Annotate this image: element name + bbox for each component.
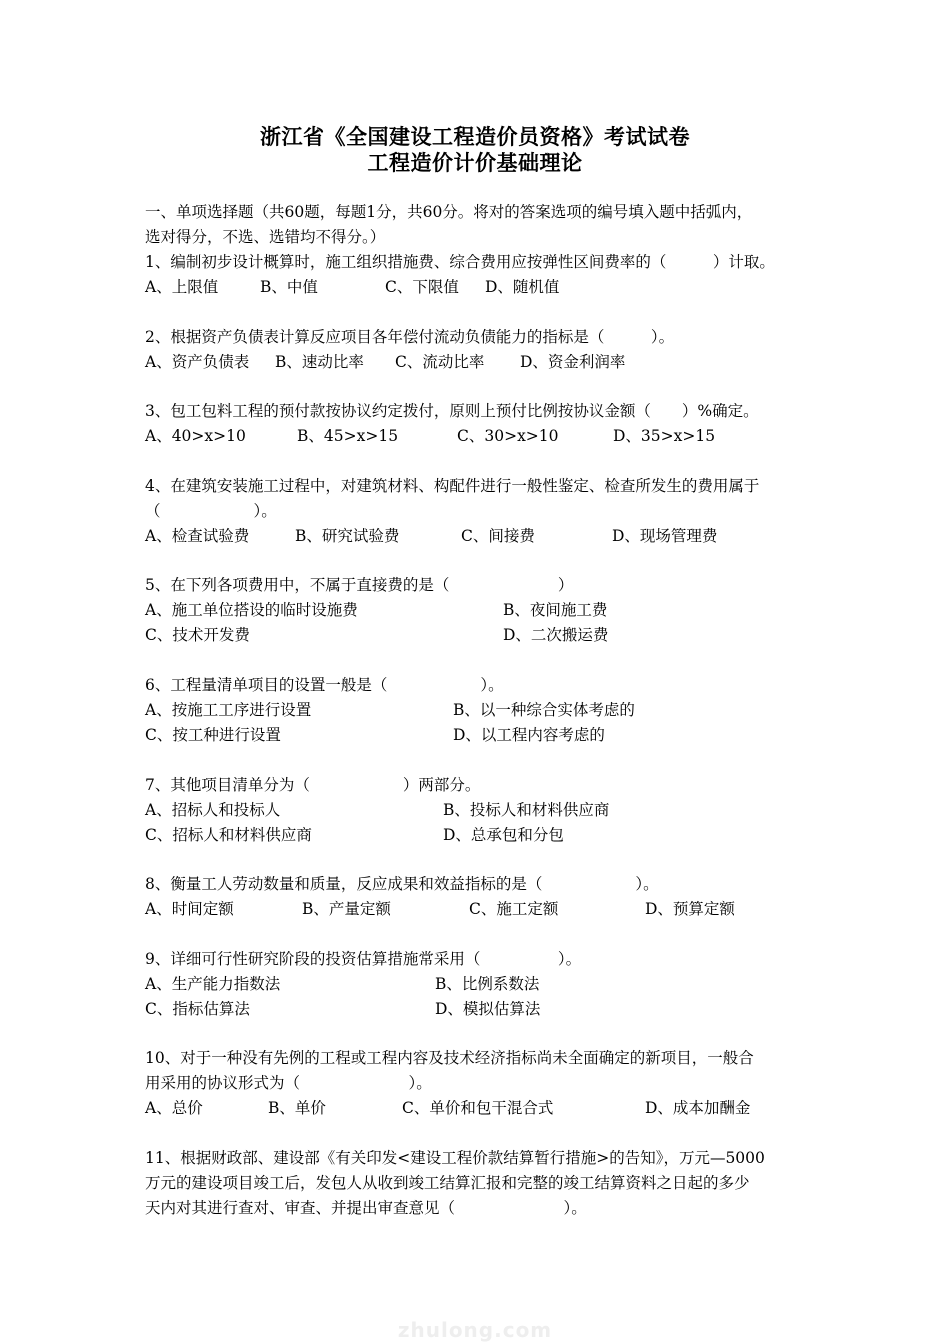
answer-option: B、夜间施工费	[503, 601, 608, 620]
exam-title: 浙江省《全国建设工程造价员资格》考试试卷	[260, 124, 690, 149]
answer-option: B、速动比率	[275, 352, 364, 371]
answer-option: C、间接费	[461, 526, 535, 545]
question-text: 天内对其进行查对、审查、并提出审查意见（ ）。	[145, 1198, 587, 1217]
question	[145, 399, 825, 449]
question-text: 5、在下列各项费用中，不属于直接费的是（ ）	[145, 576, 574, 595]
answer-option: C、单价和包干混合式	[402, 1099, 554, 1118]
answer-options	[145, 623, 825, 648]
answer-option: B、中值	[260, 278, 318, 296]
question	[145, 474, 825, 549]
question	[145, 250, 825, 300]
question	[145, 673, 825, 748]
answer-option: B、以一种综合实体考虑的	[453, 700, 635, 719]
question-spacer	[145, 449, 825, 474]
answer-options	[145, 698, 825, 723]
answer-options	[145, 997, 825, 1022]
question-text: （ ）。	[145, 501, 277, 520]
question-text: 6、工程量清单项目的设置一般是（ ）。	[145, 675, 504, 694]
answer-option: B、单价	[268, 1099, 326, 1118]
question-text: 7、其他项目清单分为（ ）两部分。	[145, 775, 481, 794]
answer-option: C、按工种进行设置	[145, 725, 281, 744]
answer-option: C、招标人和材料供应商	[145, 825, 312, 844]
answer-option: C、30>x>10	[457, 427, 559, 446]
answer-options	[145, 1096, 825, 1121]
answer-options	[145, 275, 825, 300]
question-text: 10、对于一种没有先例的工程或工程内容及技术经济指标尚未全面确定的新项目，一般合	[145, 1049, 754, 1068]
answer-option: A、检查试验费	[145, 526, 250, 545]
question-text: 4、在建筑安装施工过程中，对建筑材料、构配件进行一般性鉴定、检查所发生的费用属于	[145, 476, 760, 495]
answer-options	[145, 350, 825, 375]
answer-option: C、下限值	[385, 278, 459, 296]
section-instructions-line-2: 选对得分，不选、选错均不得分。）	[145, 228, 386, 246]
answer-option: A、时间定额	[145, 900, 234, 919]
question	[145, 1146, 825, 1221]
answer-option: A、40>x>10	[145, 427, 246, 446]
question-text: 11、根据财政部、建设部《有关印发<建设工程价款结算暂行措施>的告知》，万元—5000	[145, 1148, 765, 1167]
answer-option: B、投标人和材料供应商	[443, 800, 610, 819]
question-spacer	[145, 848, 825, 873]
answer-option: C、技术开发费	[145, 626, 250, 645]
answer-option: D、随机值	[485, 278, 560, 296]
answer-option: C、指标估算法	[145, 999, 250, 1018]
answer-options	[145, 598, 825, 623]
question-spacer	[145, 648, 825, 673]
answer-option: D、以工程内容考虑的	[453, 725, 605, 744]
answer-option: D、总承包和分包	[443, 825, 564, 844]
question-text: 8、衡量工人劳动数量和质量，反应成果和效益指标的是（ ）。	[145, 875, 659, 894]
answer-option: A、施工单位搭设的临时设施费	[145, 601, 358, 620]
answer-option: D、35>x>15	[613, 427, 716, 446]
watermark: zhulong.com	[397, 1318, 553, 1342]
answer-option: C、施工定额	[469, 900, 559, 919]
question-spacer	[145, 1022, 825, 1047]
answer-option: D、预算定额	[645, 900, 735, 919]
answer-options	[145, 897, 825, 922]
question-text: 万元的建设项目竣工后，发包人从收到竣工结算汇报和完整的竣工结算资料之日起的多少	[145, 1173, 750, 1192]
question-spacer	[145, 748, 825, 773]
answer-options	[145, 972, 825, 997]
question	[145, 872, 825, 922]
answer-option: D、成本加酬金	[645, 1099, 751, 1118]
question	[145, 1046, 825, 1121]
question-spacer	[145, 549, 825, 574]
question-spacer	[145, 375, 825, 400]
answer-option: B、比例系数法	[435, 974, 540, 993]
question-spacer	[145, 300, 825, 325]
answer-option: D、资金利润率	[520, 352, 626, 371]
answer-option: D、二次搬运费	[503, 626, 609, 645]
answer-option: A、按施工工序进行设置	[145, 700, 312, 719]
exam-subtitle: 工程造价计价基础理论	[367, 150, 583, 175]
answer-option: B、研究试验费	[295, 526, 400, 545]
answer-option: B、产量定额	[302, 900, 391, 919]
exam-content	[145, 200, 825, 1221]
answer-option: C、流动比率	[395, 352, 485, 371]
section-instructions-line-1: 一、单项选择题（共60题，每题1分，共60分。将对的答案选项的编号填入题中括弧内，	[145, 203, 753, 221]
answer-options	[145, 723, 825, 748]
answer-option: D、现场管理费	[612, 526, 718, 545]
answer-options	[145, 424, 825, 449]
answer-option: A、上限值	[145, 278, 219, 296]
question-list	[145, 250, 825, 1221]
answer-option: B、45>x>15	[297, 427, 399, 446]
answer-option: A、招标人和投标人	[145, 800, 281, 819]
question	[145, 573, 825, 648]
answer-option: A、生产能力指数法	[145, 974, 281, 993]
question	[145, 325, 825, 375]
question-spacer	[145, 1121, 825, 1146]
answer-option: A、总价	[145, 1099, 203, 1118]
question-text: 3、包工包料工程的预付款按协议约定拨付，原则上预付比例按协议金额（ ）%确定。	[145, 402, 759, 421]
question	[145, 947, 825, 1022]
answer-options	[145, 798, 825, 823]
question-text: 1、编制初步设计概算时，施工组织措施费、综合费用应按弹性区间费率的（ ）计取。	[145, 253, 775, 271]
answer-options	[145, 524, 825, 549]
question-text: 2、根据资产负债表计算反应项目各年偿付流动负债能力的指标是（ ）。	[145, 327, 675, 346]
question-text: 9、详细可行性研究阶段的投资估算措施常采用（ ）。	[145, 949, 582, 968]
question-spacer	[145, 922, 825, 947]
answer-option: D、模拟估算法	[435, 999, 541, 1018]
answer-options	[145, 823, 825, 848]
question-text: 用采用的协议形式为（ ）。	[145, 1074, 432, 1093]
answer-option: A、资产负债表	[145, 352, 250, 371]
question	[145, 773, 825, 848]
